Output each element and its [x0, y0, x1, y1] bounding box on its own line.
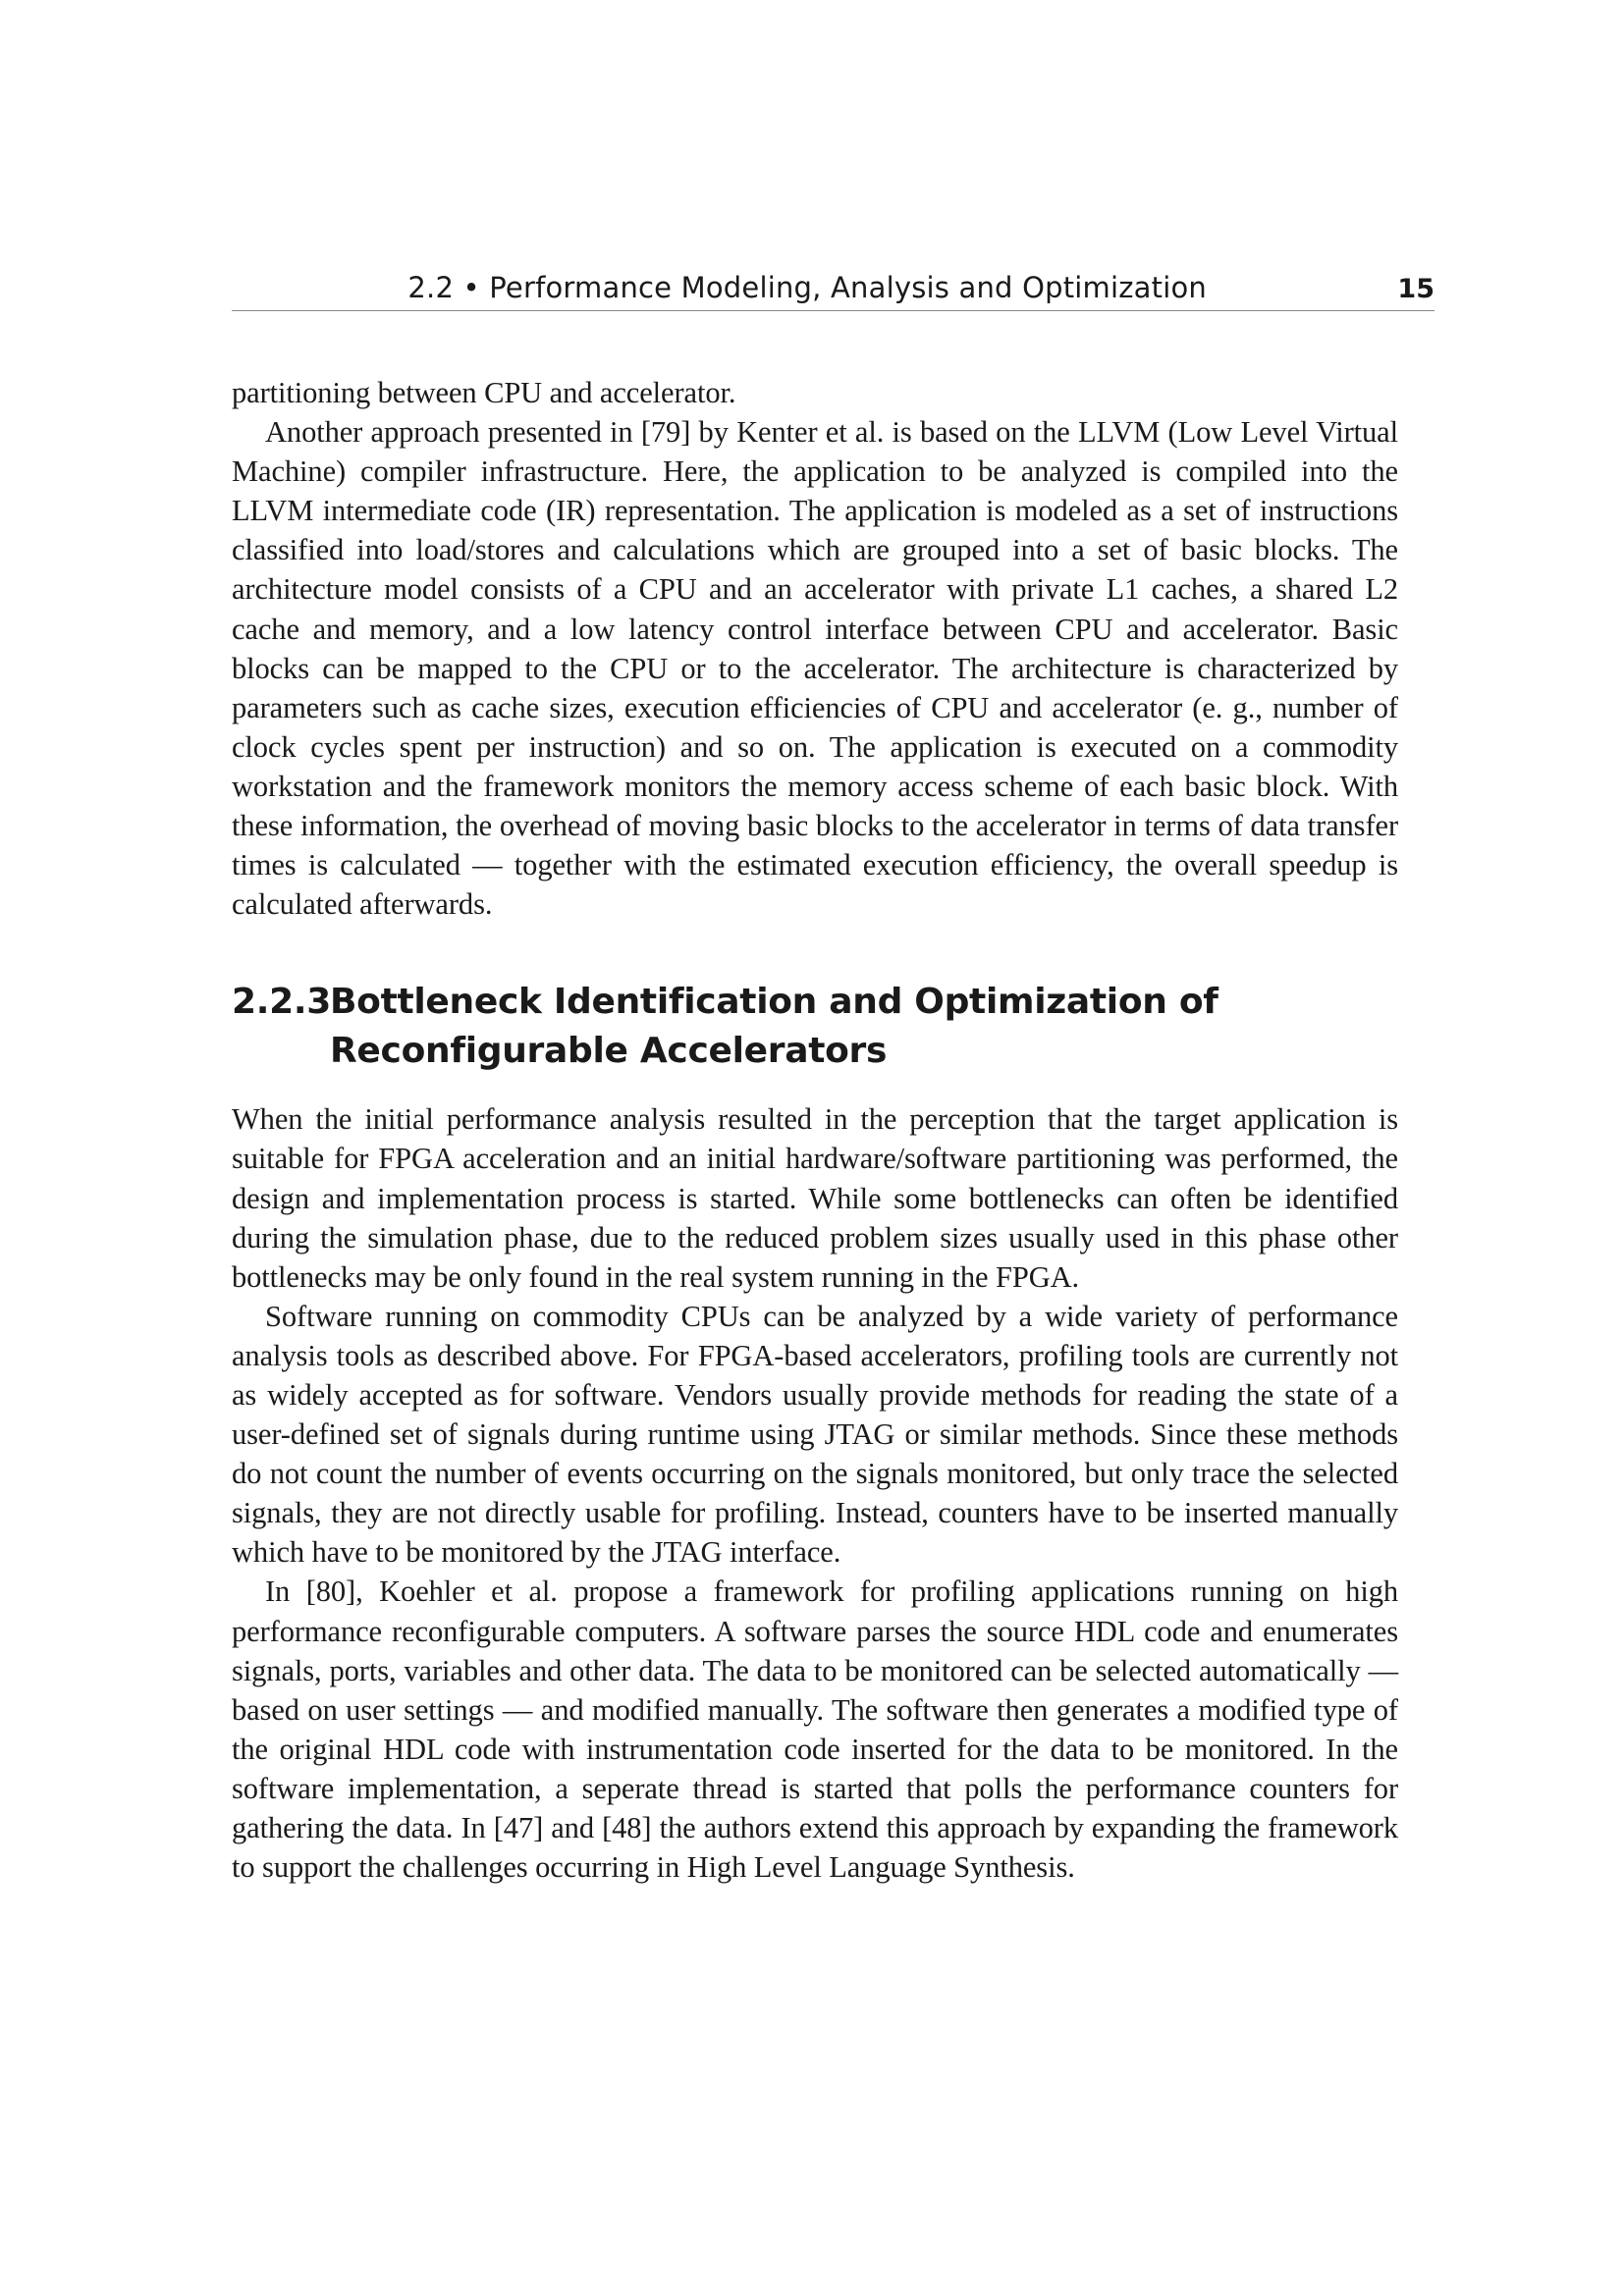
paragraph-llvm-approach: Another approach presented in [79] by Kenter et al. is based on the LLVM (Low Level Virtual Machine) compiler infrastructure. Here, the application to be analyzed is compiled into the LLVM intermediate code (IR) representation. The application is modeled as a set of instructions classified into load/stores and calculations which are grouped into a set of basic blocks. The architecture model consists of a CPU and an accelerator with private L1 caches, a shared L2 cache and memory, and a low latency control interface between CPU and accelerator. Basic blocks can be mapped to the CPU or to the accelerator. The architecture is characterized by parameters such as cache sizes, execution efficiencies of CPU and accelerator (e. g., number of clock cycles spent per instruction) and so on. The application is executed on a commodity workstation and the framework monitors the memory access scheme of each basic block. With these information, the overhead of moving basic blocks to the accelerator in terms of data transfer times is calculated — together with the estimated execution efficiency, the overall speedup is calculated afterwards.: [232, 415, 1398, 922]
running-header: [232, 265, 1435, 311]
paragraph-profiling-tools: Software running on commodity CPUs can be analyzed by a wide variety of performance analysis tools as described above. For FPGA-based accelerators, profiling tools are currently not as widely accepted as for software. Vendors usually provide methods for reading the state of a user-defined set of signals during runtime using JTAG or similar methods. Since these methods do not count the number of events occurring on the signals monitored, but only trace the selected signals, they are not directly usable for profiling. Instead, counters have to be inserted manually which have to be monitored by the JTAG interface.: [232, 1299, 1398, 1570]
paragraph-koehler-framework: In [80], Koehler et al. propose a framework for profiling applications running on high performance reconfigurable computers. A software parses the source HDL code and enumerates signals, ports, variables and other data. The data to be monitored can be selected automatically — based on user settings — and modified manually. The software then generates a modified type of the original HDL code with instrumentation code inserted for the data to be monitored. In the software implementation, a seperate thread is started that polls the performance counters for gathering the data. In [47] and [48] the authors extend this approach by expanding the framework to support the challenges occurring in High Level Language Synthesis.: [232, 1575, 1398, 1885]
section-heading: [232, 978, 1398, 1076]
paragraph-initial-analysis: When the initial performance analysis resulted in the perception that the target application is suitable for FPGA acceleration and an initial hardware/software partitioning was performed, the design and implementation process is started. While some bottlenecks can often be identified during the simulation phase, due to the reduced problem sizes usually used in this phase other bottlenecks may be only found in the real system running in the FPGA.: [232, 1102, 1398, 1294]
page-number: 15: [1397, 274, 1435, 304]
body-text: [232, 373, 1398, 1887]
section-title: Bottleneck Identification and Optimization of Reconfigurable Accelerators: [330, 982, 1218, 1072]
running-header-title: 2.2 • Performance Modeling, Analysis and Optimization: [407, 271, 1207, 304]
section-number: 2.2.3: [232, 982, 331, 1023]
paragraph-continuation: partitioning between CPU and accelerator.: [232, 376, 736, 409]
